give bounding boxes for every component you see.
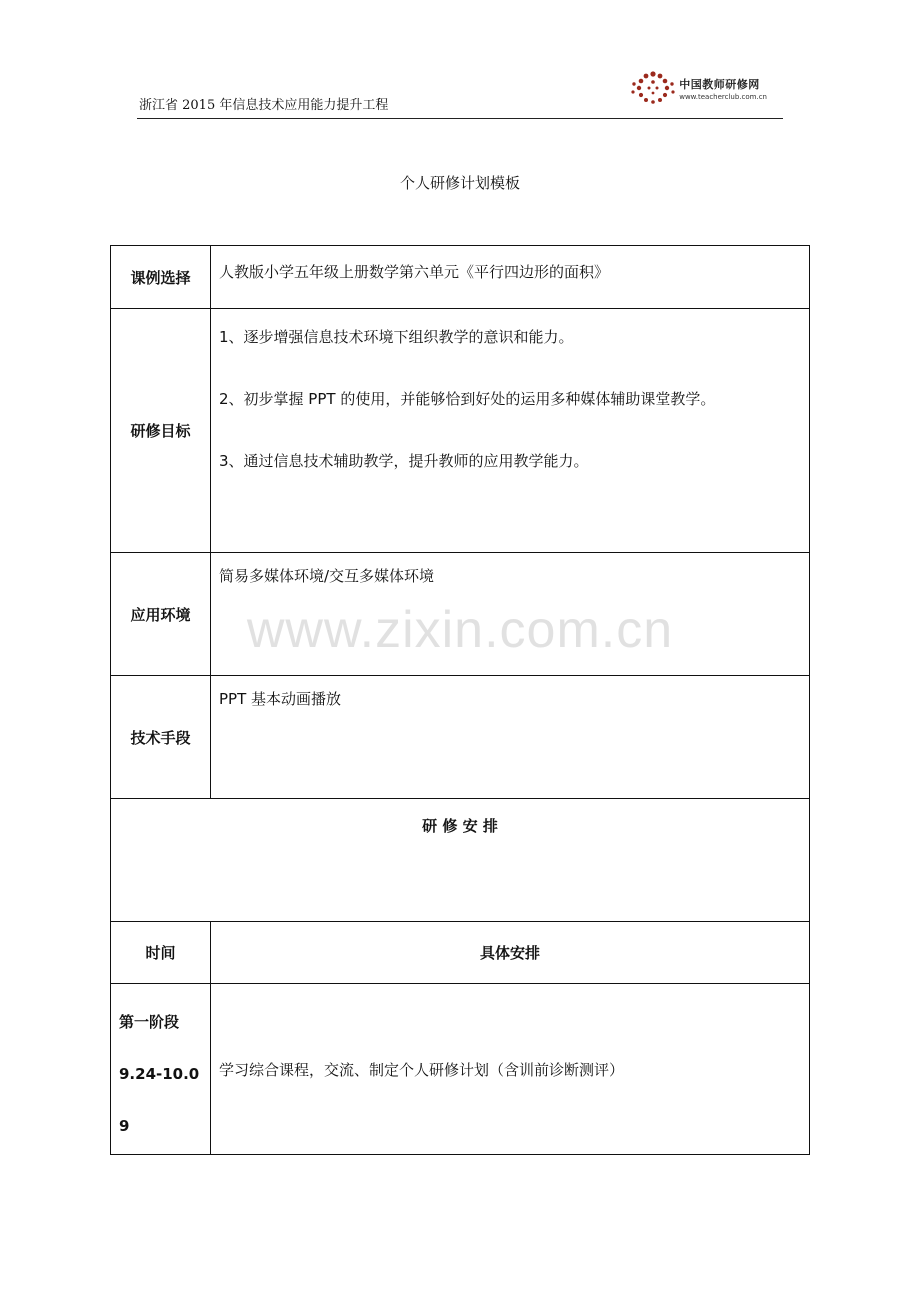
stage1-name: 第一阶段 <box>119 1013 180 1031</box>
site-logo <box>629 68 767 108</box>
table-row <box>111 309 810 553</box>
page-header <box>137 66 783 119</box>
plan-table <box>110 245 810 1155</box>
watermark: www.zixin.com.cn <box>246 601 674 659</box>
arrangement-heading: 研 修 安 排 <box>111 799 810 922</box>
schedule-detail-header: 具体安排 <box>211 922 810 984</box>
table-row <box>111 922 810 984</box>
table-row <box>111 676 810 799</box>
environment-value: 简易多媒体环境/交互多媒体环境 <box>211 553 810 676</box>
logo-site-url: www.teacherclub.com.cn <box>679 92 767 101</box>
stage1-dates: 9.24-10.0 <box>119 1065 200 1083</box>
goal-item: 1、逐步增强信息技术环境下组织教学的意识和能力。 <box>219 328 574 346</box>
schedule-time-header: 时间 <box>111 922 211 984</box>
document-title: 个人研修计划模板 <box>399 174 520 192</box>
table-row <box>111 799 810 922</box>
stage1-cell <box>111 984 211 1155</box>
technique-value: PPT 基本动画播放 <box>211 676 810 799</box>
logo-site-name: 中国教师研修网 <box>679 77 760 91</box>
goal-item: 2、初步掌握 PPT 的使用，并能够恰到好处的运用多种媒体辅助课堂教学。 <box>219 390 716 408</box>
stage1-dates-cont: 9 <box>119 1117 130 1135</box>
table-row <box>111 246 810 309</box>
table-row <box>111 984 810 1155</box>
goal-item: 3、通过信息技术辅助教学，提升教师的应用教学能力。 <box>219 452 589 470</box>
environment-label: 应用环境 <box>111 553 211 676</box>
goals-content <box>211 309 810 553</box>
header-project-title: 浙江省 2015 年信息技术应用能力提升工程 <box>139 98 389 113</box>
course-value: 人教版小学五年级上册数学第六单元《平行四边形的面积》 <box>211 246 810 309</box>
goals-label: 研修目标 <box>111 309 211 553</box>
stage1-detail: 学习综合课程，交流、制定个人研修计划（含训前诊断测评） <box>211 984 810 1155</box>
table-row <box>111 553 810 676</box>
logo-flower-icon <box>629 68 677 108</box>
course-label: 课例选择 <box>111 246 211 309</box>
technique-label: 技术手段 <box>111 676 211 799</box>
